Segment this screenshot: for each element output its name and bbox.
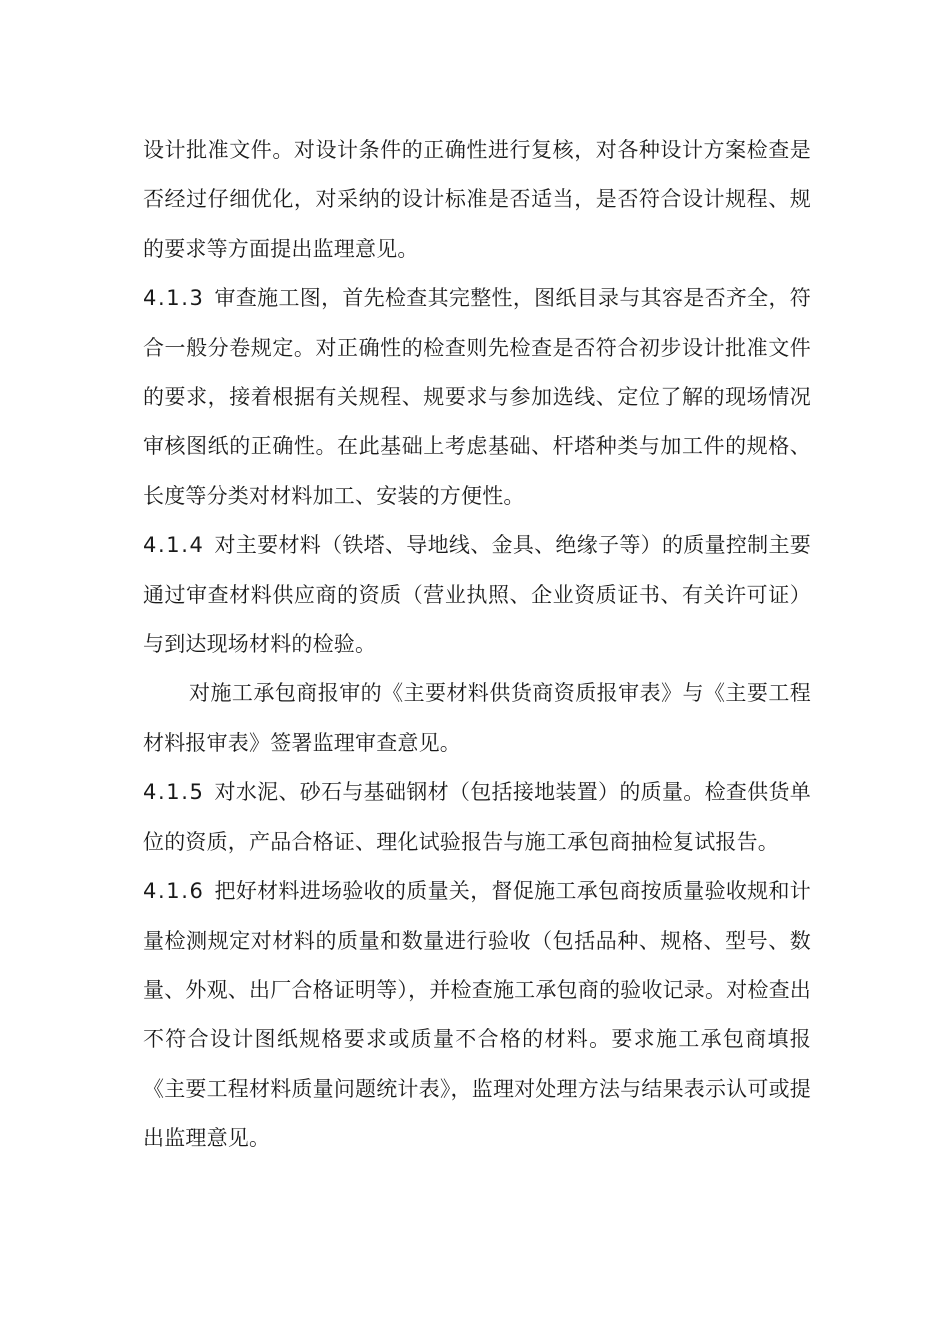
- paragraph-text: 对水泥、砂石与基础钢材（包括接地装置）的质量。检查供货单位的资质，产品合格证、理化试验报告与施工承包商抽检复试报告。: [143, 780, 811, 854]
- document-body: [143, 126, 811, 1164]
- paragraph-text: 设计批准文件。对设计条件的正确性进行复核，对各种设计方案检查是否经过仔细优化，对采纳的设计标准是否适当，是否符合设计规程、规的要求等方面提出监理意见。: [143, 138, 811, 261]
- paragraph-supplier-review: [143, 669, 811, 768]
- paragraph-4-1-3: [143, 274, 811, 521]
- paragraph-4-1-5: [143, 768, 811, 867]
- section-number: 4.1.6: [143, 879, 205, 904]
- paragraph-4-1-6: [143, 867, 811, 1163]
- paragraph-design-approval: [143, 126, 811, 274]
- section-number: 4.1.4: [143, 533, 205, 558]
- paragraph-4-1-4: [143, 521, 811, 669]
- paragraph-text: 对主要材料（铁塔、导地线、金具、绝缘子等）的质量控制主要通过审查材料供应商的资质（营业执照、企业资质证书、有关许可证）与到达现场材料的检验。: [143, 533, 811, 657]
- paragraph-text: 把好材料进场验收的质量关，督促施工承包商按质量验收规和计量检测规定对材料的质量和数量进行验收（包括品种、规格、型号、数量、外观、出厂合格证明等），并检查施工承包商的验收记录。对检查出不符合设计图纸规格要求或质量不合格的材料。要求施工承包商填报《主要工程材料质量问题统计表》，监理对处理方法与结果表示认可或提出监理意见。: [143, 879, 811, 1151]
- section-number: 4.1.5: [143, 780, 205, 805]
- paragraph-text: 审查施工图，首先检查其完整性，图纸目录与其容是否齐全，符合一般分卷规定。对正确性的检查则先检查是否符合初步设计批准文件的要求，接着根据有关规程、规要求与参加选线、定位了解的现场情况审核图纸的正确性。在此基础上考虑基础、杆塔种类与加工件的规格、长度等分类对材料加工、安装的方便性。: [143, 286, 811, 508]
- paragraph-text: 对施工承包商报审的《主要材料供货商资质报审表》与《主要工程材料报审表》签署监理审查意见。: [143, 681, 811, 755]
- section-number: 4.1.3: [143, 286, 205, 311]
